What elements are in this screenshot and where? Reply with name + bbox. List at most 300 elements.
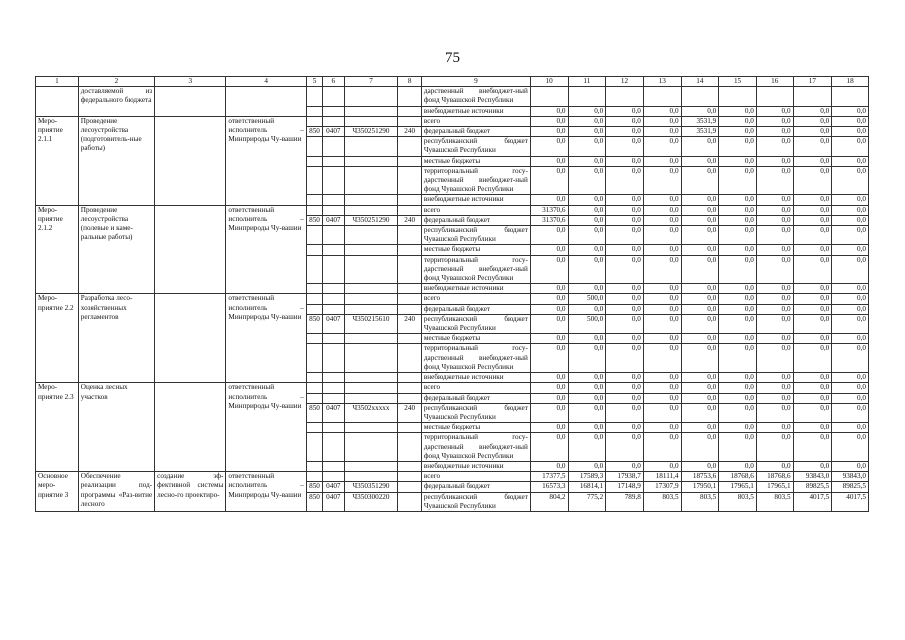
budget-table <box>35 76 869 512</box>
amount-cell: 0,0 <box>719 166 757 195</box>
amount-cell: 0,0 <box>643 205 681 215</box>
budget-code-cell <box>323 195 344 205</box>
amount-cell: 0,0 <box>832 393 869 403</box>
code-section: 0407 <box>323 482 344 492</box>
budget-code-cell <box>344 205 398 215</box>
budget-code-cell <box>398 166 421 195</box>
column-number: 3 <box>155 77 226 87</box>
budget-code-cell <box>344 166 398 195</box>
amount-cell: 0,0 <box>643 106 681 116</box>
budget-code-cell <box>398 137 421 156</box>
amount-cell: 0,0 <box>719 304 757 314</box>
amount-cell: 0,0 <box>793 195 832 205</box>
amount-cell: 803,5 <box>681 492 719 511</box>
amount-cell: 0,0 <box>530 195 568 205</box>
amount-cell: 0,0 <box>530 284 568 294</box>
budget-code-cell <box>323 284 344 294</box>
column-number: 16 <box>756 77 793 87</box>
amount-cell: 0,0 <box>756 294 793 304</box>
amount-cell: 0,0 <box>719 245 757 255</box>
amount-cell: 0,0 <box>793 403 832 422</box>
amount-cell: 775,2 <box>568 492 606 511</box>
amount-cell: 0,0 <box>530 423 568 433</box>
amount-cell: 0,0 <box>606 116 644 126</box>
amount-cell: 0,0 <box>681 215 719 225</box>
amount-cell: 0,0 <box>681 344 719 373</box>
amount-cell: 0,0 <box>643 215 681 225</box>
budget-code-cell <box>323 87 344 106</box>
amount-cell: 0,0 <box>606 334 644 344</box>
event-goal <box>155 87 226 117</box>
funding-source: внебюджетные источники <box>421 195 530 205</box>
column-number: 9 <box>421 77 530 87</box>
amount-cell: 0,0 <box>756 314 793 333</box>
amount-cell: 31370,6 <box>530 215 568 225</box>
budget-code-cell <box>398 87 421 106</box>
amount-cell: 0,0 <box>568 284 606 294</box>
budget-code-cell <box>306 195 322 205</box>
amount-cell: 0,0 <box>793 205 832 215</box>
budget-code-cell <box>323 433 344 462</box>
budget-code-cell <box>398 116 421 126</box>
amount-cell: 0,0 <box>530 373 568 383</box>
budget-code-cell <box>323 423 344 433</box>
amount-cell: 0,0 <box>530 156 568 166</box>
amount-cell: 4017,5 <box>832 492 869 511</box>
budget-code-cell <box>306 245 322 255</box>
amount-cell: 0,0 <box>643 255 681 284</box>
amount-cell: 0,0 <box>832 166 869 195</box>
amount-cell: 0,0 <box>756 334 793 344</box>
amount-cell: 0,0 <box>568 106 606 116</box>
code-section: 0407 <box>323 314 344 333</box>
amount-cell: 0,0 <box>832 127 869 137</box>
amount-cell: 0,0 <box>643 127 681 137</box>
code-expense <box>398 472 421 482</box>
budget-code-cell <box>344 304 398 314</box>
table-row <box>36 294 869 304</box>
amount-cell: 0,0 <box>832 137 869 156</box>
amount-cell <box>681 87 719 106</box>
amount-cell: 0,0 <box>568 116 606 126</box>
code-target: Ч350251290 <box>344 127 398 137</box>
amount-cell: 0,0 <box>643 166 681 195</box>
amount-cell: 0,0 <box>719 195 757 205</box>
amount-cell: 500,0 <box>568 314 606 333</box>
amount-cell: 0,0 <box>643 245 681 255</box>
amount-cell: 0,0 <box>568 461 606 471</box>
budget-code-cell <box>344 373 398 383</box>
amount-cell <box>643 87 681 106</box>
budget-code-cell <box>344 106 398 116</box>
executor: ответственный исполнитель – Минприроды Чу-вашии <box>226 294 306 383</box>
amount-cell: 0,0 <box>568 304 606 314</box>
amount-cell: 0,0 <box>606 294 644 304</box>
amount-cell: 0,0 <box>793 304 832 314</box>
amount-cell: 0,0 <box>606 344 644 373</box>
amount-cell: 0,0 <box>756 461 793 471</box>
amount-cell: 500,0 <box>568 294 606 304</box>
amount-cell: 0,0 <box>568 433 606 462</box>
budget-code-cell <box>306 433 322 462</box>
amount-cell: 0,0 <box>793 433 832 462</box>
column-number: 14 <box>681 77 719 87</box>
budget-code-cell <box>306 304 322 314</box>
amount-cell: 0,0 <box>606 195 644 205</box>
column-number: 7 <box>344 77 398 87</box>
amount-cell <box>832 87 869 106</box>
event-title: Разработка лесо-хозяйственных регламентов <box>78 294 154 383</box>
amount-cell: 0,0 <box>530 127 568 137</box>
code-expense <box>398 482 421 492</box>
amount-cell: 0,0 <box>606 137 644 156</box>
budget-code-cell <box>306 87 322 106</box>
budget-code-cell <box>306 284 322 294</box>
budget-code-cell <box>306 294 322 304</box>
code-grbs: 850 <box>306 127 322 137</box>
funding-source: местные бюджеты <box>421 156 530 166</box>
budget-code-cell <box>323 393 344 403</box>
amount-cell: 0,0 <box>793 294 832 304</box>
executor: ответственный исполнитель – Минприроды Чу-вашии <box>226 472 306 512</box>
amount-cell: 0,0 <box>530 334 568 344</box>
amount-cell: 0,0 <box>793 106 832 116</box>
amount-cell: 0,0 <box>756 403 793 422</box>
amount-cell: 0,0 <box>832 383 869 393</box>
amount-cell: 0,0 <box>606 156 644 166</box>
amount-cell: 0,0 <box>530 137 568 156</box>
event-title: Проведение лесоустройства (полевые и каме-ральные работы) <box>78 205 154 294</box>
amount-cell: 0,0 <box>719 393 757 403</box>
event-title: Обеспечение реализации под-программы «Раз-витие лесного <box>78 472 154 512</box>
budget-code-cell <box>306 116 322 126</box>
column-number: 18 <box>832 77 869 87</box>
amount-cell: 0,0 <box>719 294 757 304</box>
budget-code-cell <box>306 205 322 215</box>
budget-code-cell <box>344 294 398 304</box>
funding-source: территориальный госу-дарственный внебюджет-ный фонд Чувашской Республики <box>421 255 530 284</box>
amount-cell: 0,0 <box>530 383 568 393</box>
executor: ответственный исполнитель – Минприроды Чу-вашии <box>226 383 306 472</box>
budget-code-cell <box>344 137 398 156</box>
funding-source: дарственный внебюджет-ный фонд Чувашской Республики <box>421 87 530 106</box>
budget-code-cell <box>323 304 344 314</box>
column-number: 11 <box>568 77 606 87</box>
amount-cell: 0,0 <box>793 393 832 403</box>
amount-cell: 0,0 <box>719 403 757 422</box>
budget-code-cell <box>323 156 344 166</box>
amount-cell: 0,0 <box>793 373 832 383</box>
code-section: 0407 <box>323 215 344 225</box>
funding-source: всего <box>421 383 530 393</box>
amount-cell: 17148,9 <box>606 482 644 492</box>
amount-cell: 0,0 <box>756 137 793 156</box>
amount-cell: 0,0 <box>719 255 757 284</box>
budget-code-cell <box>306 461 322 471</box>
column-number: 17 <box>793 77 832 87</box>
amount-cell <box>568 87 606 106</box>
amount-cell: 89825,5 <box>832 482 869 492</box>
amount-cell: 0,0 <box>568 344 606 373</box>
code-expense: 240 <box>398 314 421 333</box>
amount-cell <box>719 87 757 106</box>
executor: ответственный исполнитель – Минприроды Чу-вашии <box>226 205 306 294</box>
budget-code-cell <box>398 195 421 205</box>
amount-cell: 0,0 <box>719 344 757 373</box>
amount-cell: 17965,1 <box>756 482 793 492</box>
amount-cell: 0,0 <box>832 461 869 471</box>
budget-code-cell <box>398 373 421 383</box>
amount-cell: 0,0 <box>681 106 719 116</box>
amount-cell: 17965,1 <box>719 482 757 492</box>
amount-cell: 0,0 <box>568 393 606 403</box>
amount-cell: 0,0 <box>681 205 719 215</box>
amount-cell: 0,0 <box>606 423 644 433</box>
amount-cell: 0,0 <box>719 423 757 433</box>
budget-code-cell <box>398 106 421 116</box>
code-target: Ч350351290 <box>344 482 398 492</box>
amount-cell: 0,0 <box>832 156 869 166</box>
amount-cell: 0,0 <box>530 393 568 403</box>
budget-code-cell <box>398 433 421 462</box>
amount-cell: 0,0 <box>643 116 681 126</box>
amount-cell: 803,5 <box>643 492 681 511</box>
amount-cell: 0,0 <box>756 127 793 137</box>
amount-cell: 0,0 <box>832 255 869 284</box>
amount-cell: 0,0 <box>643 195 681 205</box>
budget-code-cell <box>344 226 398 245</box>
amount-cell: 0,0 <box>643 373 681 383</box>
budget-code-cell <box>306 137 322 156</box>
budget-code-cell <box>306 334 322 344</box>
budget-code-cell <box>323 294 344 304</box>
amount-cell: 0,0 <box>681 156 719 166</box>
amount-cell: 0,0 <box>832 226 869 245</box>
budget-code-cell <box>306 344 322 373</box>
amount-cell: 0,0 <box>530 461 568 471</box>
budget-code-cell <box>344 344 398 373</box>
funding-source: федеральный бюджет <box>421 482 530 492</box>
column-number: 8 <box>398 77 421 87</box>
budget-code-cell <box>323 461 344 471</box>
amount-cell: 17307,9 <box>643 482 681 492</box>
code-target: Ч3502ххххх <box>344 403 398 422</box>
amount-cell: 0,0 <box>832 245 869 255</box>
amount-cell: 0,0 <box>793 383 832 393</box>
amount-cell: 0,0 <box>681 255 719 284</box>
amount-cell: 0,0 <box>793 423 832 433</box>
funding-source: республиканский бюджет Чувашской Республики <box>421 137 530 156</box>
amount-cell: 0,0 <box>681 284 719 294</box>
amount-cell: 18111,4 <box>643 472 681 482</box>
budget-code-cell <box>306 255 322 284</box>
amount-cell: 0,0 <box>643 393 681 403</box>
amount-cell <box>756 87 793 106</box>
amount-cell: 0,0 <box>756 344 793 373</box>
amount-cell: 0,0 <box>643 284 681 294</box>
code-grbs: 850 <box>306 482 322 492</box>
amount-cell: 0,0 <box>719 284 757 294</box>
amount-cell: 0,0 <box>681 334 719 344</box>
amount-cell: 0,0 <box>530 344 568 373</box>
amount-cell: 0,0 <box>568 215 606 225</box>
budget-code-cell <box>323 166 344 195</box>
amount-cell: 0,0 <box>643 226 681 245</box>
event-label: Меро-приятие 2.3 <box>36 383 79 472</box>
column-number: 6 <box>323 77 344 87</box>
budget-code-cell <box>398 255 421 284</box>
event-label: Меро-приятие 2.1.2 <box>36 205 79 294</box>
budget-code-cell <box>344 383 398 393</box>
amount-cell: 0,0 <box>719 334 757 344</box>
amount-cell: 0,0 <box>606 166 644 195</box>
budget-code-cell <box>323 245 344 255</box>
amount-cell: 0,0 <box>681 294 719 304</box>
amount-cell: 0,0 <box>606 127 644 137</box>
event-label: Основное меро-приятие 3 <box>36 472 79 512</box>
amount-cell: 0,0 <box>530 245 568 255</box>
budget-code-cell <box>398 226 421 245</box>
amount-cell: 0,0 <box>606 314 644 333</box>
budget-code-cell <box>398 205 421 215</box>
amount-cell: 0,0 <box>719 156 757 166</box>
budget-code-cell <box>398 245 421 255</box>
budget-code-cell <box>323 116 344 126</box>
amount-cell: 0,0 <box>756 215 793 225</box>
event-title: доставляемой из федерального бюджета <box>78 87 154 117</box>
amount-cell: 0,0 <box>643 433 681 462</box>
amount-cell: 0,0 <box>643 314 681 333</box>
amount-cell: 803,5 <box>719 492 757 511</box>
amount-cell: 0,0 <box>606 205 644 215</box>
amount-cell: 0,0 <box>719 226 757 245</box>
amount-cell: 0,0 <box>606 245 644 255</box>
funding-source: территориальный госу-дарственный внебюджет-ный фонд Чувашской Республики <box>421 433 530 462</box>
amount-cell: 0,0 <box>756 156 793 166</box>
amount-cell: 0,0 <box>568 255 606 284</box>
column-number: 10 <box>530 77 568 87</box>
budget-code-cell <box>306 383 322 393</box>
amount-cell: 0,0 <box>832 215 869 225</box>
budget-code-cell <box>344 334 398 344</box>
code-grbs <box>306 472 322 482</box>
amount-cell: 3531,9 <box>681 116 719 126</box>
amount-cell: 0,0 <box>832 195 869 205</box>
code-expense: 240 <box>398 215 421 225</box>
amount-cell: 0,0 <box>832 314 869 333</box>
event-goal <box>155 205 226 294</box>
event-title: Оценка лесных участков <box>78 383 154 472</box>
budget-code-cell <box>306 226 322 245</box>
amount-cell: 0,0 <box>832 334 869 344</box>
column-number: 15 <box>719 77 757 87</box>
funding-source: республиканский бюджет Чувашской Республики <box>421 403 530 422</box>
amount-cell: 93843,0 <box>832 472 869 482</box>
table-row <box>36 205 869 215</box>
amount-cell: 0,0 <box>793 314 832 333</box>
code-grbs: 850 <box>306 314 322 333</box>
amount-cell: 0,0 <box>643 403 681 422</box>
amount-cell: 16573,3 <box>530 482 568 492</box>
budget-code-cell <box>323 334 344 344</box>
budget-code-cell <box>323 226 344 245</box>
budget-code-cell <box>306 156 322 166</box>
event-label: Меро-приятие 2.2 <box>36 294 79 383</box>
amount-cell: 0,0 <box>568 156 606 166</box>
amount-cell: 0,0 <box>793 137 832 156</box>
amount-cell: 0,0 <box>756 393 793 403</box>
amount-cell: 0,0 <box>756 284 793 294</box>
event-goal: создание эф-фективной системы лесно-го проектиро- <box>155 472 226 512</box>
amount-cell: 0,0 <box>643 334 681 344</box>
funding-source: местные бюджеты <box>421 334 530 344</box>
amount-cell: 0,0 <box>568 403 606 422</box>
funding-source: федеральный бюджет <box>421 127 530 137</box>
budget-code-cell <box>398 461 421 471</box>
amount-cell: 0,0 <box>530 294 568 304</box>
amount-cell: 0,0 <box>530 304 568 314</box>
budget-code-cell <box>306 373 322 383</box>
amount-cell: 18768,6 <box>719 472 757 482</box>
table-row <box>36 472 869 482</box>
budget-code-cell <box>398 304 421 314</box>
amount-cell: 0,0 <box>832 284 869 294</box>
amount-cell: 0,0 <box>606 215 644 225</box>
amount-cell: 0,0 <box>643 294 681 304</box>
budget-code-cell <box>398 156 421 166</box>
amount-cell: 0,0 <box>568 137 606 156</box>
amount-cell: 0,0 <box>756 304 793 314</box>
amount-cell: 0,0 <box>719 461 757 471</box>
budget-code-cell <box>323 106 344 116</box>
code-target <box>344 472 398 482</box>
funding-source: всего <box>421 472 530 482</box>
amount-cell: 0,0 <box>793 334 832 344</box>
amount-cell: 0,0 <box>681 393 719 403</box>
budget-code-cell <box>323 344 344 373</box>
table-row <box>36 383 869 393</box>
amount-cell: 0,0 <box>681 137 719 156</box>
column-number: 13 <box>643 77 681 87</box>
amount-cell: 0,0 <box>719 137 757 156</box>
amount-cell: 0,0 <box>643 383 681 393</box>
amount-cell: 0,0 <box>832 423 869 433</box>
amount-cell: 0,0 <box>793 166 832 195</box>
amount-cell: 0,0 <box>756 195 793 205</box>
amount-cell <box>530 87 568 106</box>
column-number: 1 <box>36 77 79 87</box>
amount-cell: 0,0 <box>832 344 869 373</box>
amount-cell: 0,0 <box>606 383 644 393</box>
budget-code-cell <box>344 255 398 284</box>
code-grbs: 850 <box>306 215 322 225</box>
amount-cell: 0,0 <box>719 127 757 137</box>
amount-cell: 0,0 <box>643 423 681 433</box>
budget-code-cell <box>344 245 398 255</box>
code-target: Ч350215610 <box>344 314 398 333</box>
funding-source: территориальный госу-дарственный внебюджет-ный фонд Чувашской Республики <box>421 166 530 195</box>
amount-cell: 0,0 <box>681 383 719 393</box>
amount-cell: 0,0 <box>681 245 719 255</box>
funding-source: федеральный бюджет <box>421 215 530 225</box>
budget-code-cell <box>398 294 421 304</box>
amount-cell: 0,0 <box>643 137 681 156</box>
executor <box>226 87 306 117</box>
amount-cell: 0,0 <box>756 373 793 383</box>
amount-cell: 0,0 <box>756 166 793 195</box>
amount-cell: 0,0 <box>643 304 681 314</box>
amount-cell: 0,0 <box>530 166 568 195</box>
